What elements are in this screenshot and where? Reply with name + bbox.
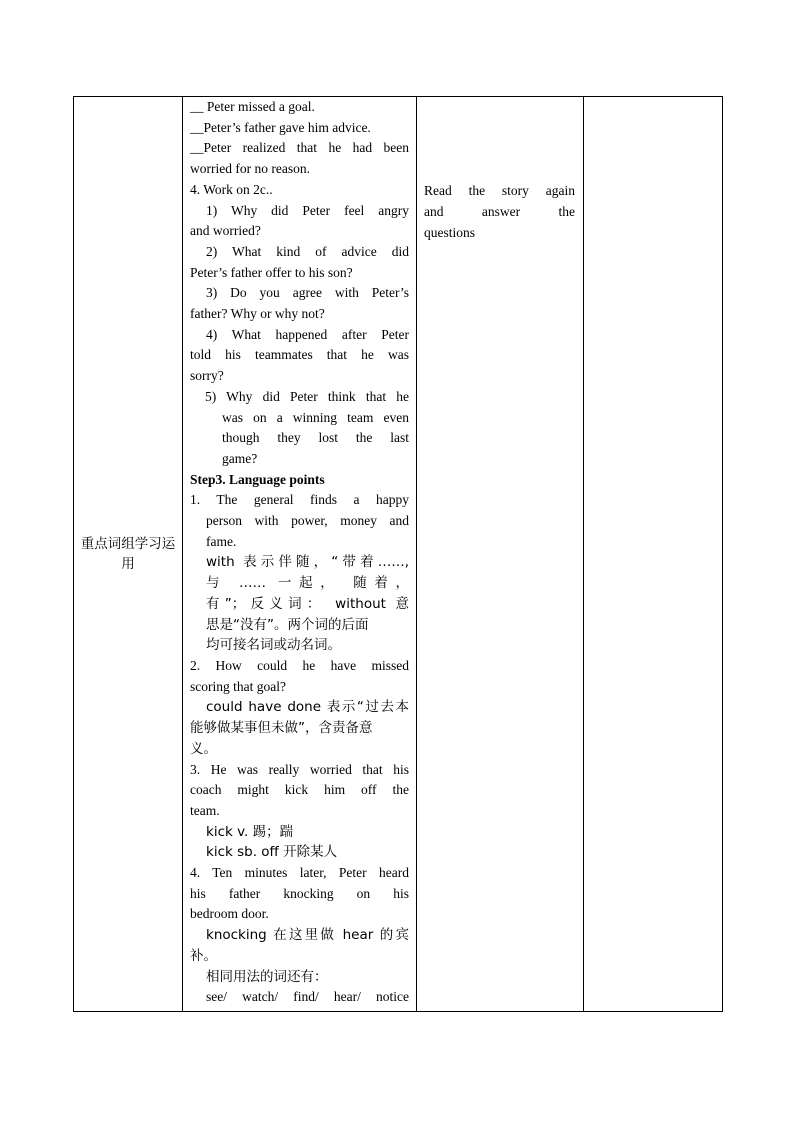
content-line: 4. Ten minutes later, Peter heard (190, 865, 409, 881)
activity-line: questions (424, 225, 476, 240)
content-line: __ Peter missed a goal. (190, 99, 315, 114)
content-line: coach might kick him off the (190, 782, 409, 798)
content-line: scoring that goal? (190, 678, 286, 694)
content-line: 均可接名词或动名词。 (206, 637, 341, 654)
content-line: __Peter’s father gave him advice. (190, 119, 371, 135)
activity-line: Read the story again (424, 183, 575, 198)
content-line: 1. The general finds a happy (190, 492, 409, 508)
content-line: knocking 在这里做 hear 的宾 (206, 927, 409, 944)
content-line: 3) Do you agree with Peter’s (206, 285, 409, 301)
content-line: Peter’s father offer to his son? (190, 264, 353, 280)
content-line: worried for no reason. (190, 161, 310, 177)
content-line: Step3. Language points (190, 471, 325, 487)
student-activity-cell (417, 97, 584, 1012)
content-line: 义。 (190, 740, 217, 757)
content-line: kick v. 踢；踹 (206, 823, 294, 840)
content-line: sorry? (190, 368, 224, 384)
content-line: 思是“没有”。两个词的后面 (206, 616, 369, 633)
content-line: 4. Work on 2c.. (190, 181, 273, 197)
content-line: told his teammates that he was (190, 347, 409, 363)
content-line: 补。 (190, 947, 217, 964)
content-line: 1) Why did Peter feel angry (206, 202, 409, 218)
content-line: 5) Why did Peter think that he (205, 388, 409, 404)
content-line: __Peter realized that he had been (190, 140, 409, 156)
content-line: fame. (206, 533, 237, 549)
notes-cell (584, 97, 723, 1012)
content-line: was on a winning team even (222, 409, 409, 425)
content-line: and worried? (190, 223, 261, 239)
content-line: 4) What happened after Peter (206, 326, 409, 342)
row-label-cell (74, 97, 183, 1012)
content-line: 相同用法的词还有： (206, 968, 328, 985)
content-line: see/ watch/ find/ hear/ notice (206, 989, 409, 1005)
content-line: 能够做某事但未做”，含责备意 (190, 720, 373, 737)
content-line: kick sb. off 开除某人 (206, 844, 338, 861)
content-line: 有”；反义词： without 意 (206, 595, 409, 612)
content-line: bedroom door. (190, 906, 269, 922)
content-line: 3. He was really worried that his (190, 761, 409, 777)
content-line: person with power, money and (206, 513, 409, 529)
content-line: 2) What kind of advice did (206, 243, 409, 259)
teaching-content (183, 97, 416, 1008)
content-line: could have done 表示“过去本 (206, 699, 409, 716)
content-line: 2. How could he have missed (190, 657, 409, 673)
table-row (74, 97, 723, 1012)
content-line: game? (222, 450, 258, 466)
row-label: 重点词组学习运用 (80, 536, 176, 572)
student-activity (417, 97, 583, 243)
content-line: father? Why or why not? (190, 306, 325, 322)
content-line: his father knocking on his (190, 885, 409, 901)
content-line: though they lost the last (222, 430, 409, 446)
teaching-content-cell (183, 97, 417, 1012)
content-line: with 表示伴随，“带着……, (206, 554, 409, 571)
lesson-plan-table (73, 96, 723, 1012)
activity-line: and answer the (424, 204, 575, 219)
content-line: 与 …… 一起， 随着， (206, 575, 409, 592)
content-line: team. (190, 802, 220, 818)
